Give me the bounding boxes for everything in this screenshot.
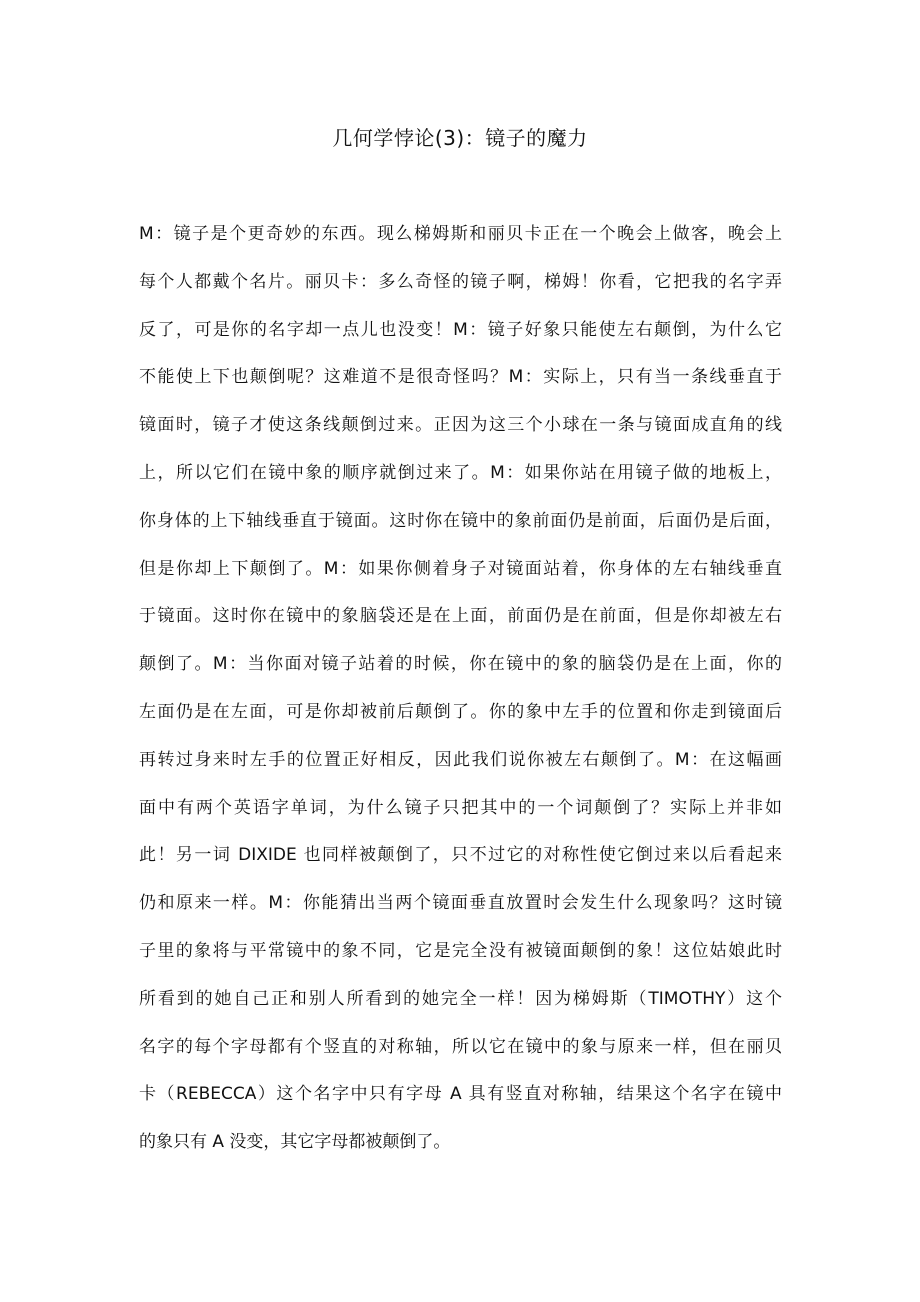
- body-line: 所看到的她自己正和别人所看到的她完全一样！因为梯姆斯（TIMOTHY）这个: [139, 988, 782, 1009]
- body-line: 但是你却上下颠倒了。M：如果你侧着身子对镜面站着，你身体的左右轴线垂直: [139, 558, 782, 579]
- body-line: 上，所以它们在镜中象的顺序就倒过来了。M：如果你站在用镜子做的地板上，: [139, 462, 782, 483]
- body-line: 你身体的上下轴线垂直于镜面。这时你在镜中的象前面仍是前面，后面仍是后面，: [139, 510, 782, 531]
- body-line: 面中有两个英语字单词，为什么镜子只把其中的一个词颠倒了？实际上并非如: [139, 797, 782, 818]
- body-line: 再转过身来时左手的位置正好相反，因此我们说你被左右颠倒了。M：在这幅画: [139, 749, 782, 770]
- body-line: 子里的象将与平常镜中的象不同，它是完全没有被镜面颠倒的象！这位姑娘此时: [139, 940, 782, 961]
- body-line: 颠倒了。M：当你面对镜子站着的时候，你在镜中的象的脑袋仍是在上面，你的: [139, 654, 782, 675]
- document-body: [139, 218, 782, 1174]
- body-line: 镜面时，镜子才使这条线颠倒过来。正因为这三个小球在一条与镜面成直角的线: [139, 415, 782, 436]
- body-line: 左面仍是在左面，可是你却被前后颠倒了。你的象中左手的位置和你走到镜面后: [139, 701, 782, 722]
- body-line: 于镜面。这时你在镜中的象脑袋还是在上面，前面仍是在前面，但是你却被左右: [139, 606, 782, 627]
- body-line: 此！另一词 DIXIDE 也同样被颠倒了，只不过它的对称性使它倒过来以后看起来: [139, 845, 782, 866]
- body-line: 的象只有 A 没变，其它字母都被颠倒了。: [139, 1132, 451, 1153]
- document-title: 几何学悖论(3)：镜子的魔力: [332, 126, 588, 150]
- body-line: M：镜子是个更奇妙的东西。现么梯姆斯和丽贝卡正在一个晚会上做客，晚会上: [139, 224, 782, 244]
- body-line: 反了，可是你的名字却一点儿也没变！M：镜子好象只能使左右颠倒，为什么它: [139, 319, 782, 340]
- body-line: 每个人都戴个名片。丽贝卡：多么奇怪的镜子啊，梯姆！你看，它把我的名字弄: [139, 271, 782, 292]
- body-line: 名字的每个字母都有个竖直的对称轴，所以它在镜中的象与原来一样，但在丽贝: [139, 1036, 782, 1057]
- body-line: 仍和原来一样。M：你能猜出当两个镜面垂直放置时会发生什么现象吗？这时镜: [139, 893, 782, 914]
- body-line: 卡（REBECCA）这个名字中只有字母 A 具有竖直对称轴，结果这个名字在镜中: [139, 1084, 782, 1105]
- body-line: 不能使上下也颠倒呢？这难道不是很奇怪吗？M：实际上，只有当一条线垂直于: [139, 367, 782, 388]
